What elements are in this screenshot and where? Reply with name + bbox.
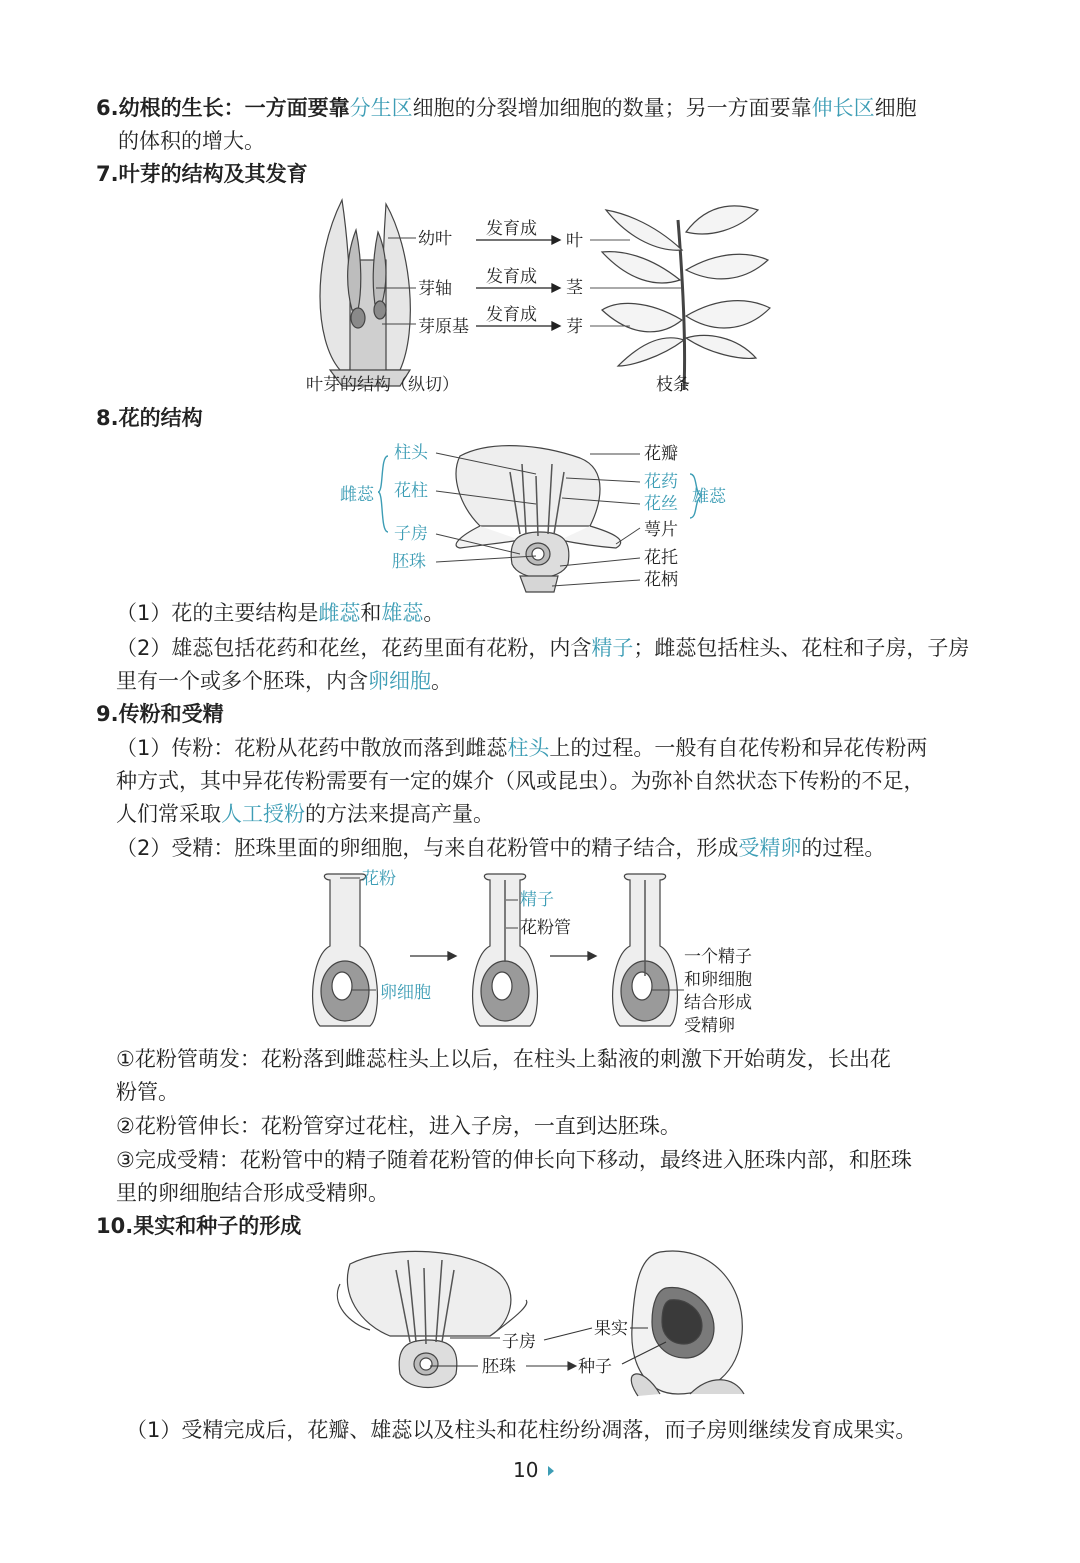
result-bud: 芽 bbox=[566, 317, 583, 337]
s8-p2-hl1: 精子 bbox=[591, 636, 634, 660]
fruit-seed-figure bbox=[330, 1244, 760, 1404]
branch-drawing bbox=[602, 206, 770, 390]
s9-step1-line2: 粉管。 bbox=[116, 1080, 179, 1104]
label-bud-primordium: 芽原基 bbox=[418, 317, 469, 337]
label-pollen: 花粉 bbox=[362, 869, 396, 889]
label-sperm: 精子 bbox=[520, 890, 554, 910]
s8-para1 bbox=[116, 597, 444, 629]
arrow-text-3: 发育成 bbox=[486, 305, 537, 325]
s8-p1-b: 和 bbox=[360, 601, 382, 625]
result-leaf: 叶 bbox=[566, 231, 583, 251]
s9-step3-line1: ③完成受精：花粉管中的精子随着花粉管的伸长向下移动，最终进入胚珠内部，和胚珠 bbox=[116, 1148, 912, 1172]
s6-text-b: 细胞的分裂增加细胞的数量；另一方面要靠 bbox=[412, 96, 812, 120]
label-style: 花柱 bbox=[394, 481, 428, 501]
s7-heading: 7.叶芽的结构及其发育 bbox=[96, 162, 308, 186]
label-egg-cell: 卵细胞 bbox=[380, 983, 431, 1003]
s9-p2-b: 的过程。 bbox=[801, 836, 886, 860]
s10-para1: （1）受精完成后，花瓣、雄蕊以及柱头和花柱纷纷凋落，而子房则继续发育成果实。 bbox=[126, 1418, 917, 1442]
leaf-bud-drawing bbox=[320, 200, 410, 386]
s9-para1-line3 bbox=[116, 798, 494, 830]
pistil-stage-1 bbox=[313, 874, 378, 1026]
s9-para1-line2: 种方式，其中异花传粉需要有一定的媒介（风或昆虫）。为弥补自然状态下传粉的不足， bbox=[116, 769, 925, 793]
s9-heading: 9.传粉和受精 bbox=[96, 702, 224, 726]
s6-highlight-meristem: 分生区 bbox=[349, 96, 413, 120]
label-seed: 种子 bbox=[578, 1357, 612, 1377]
s6-text-c: 细胞 bbox=[874, 96, 917, 120]
s8-p2-hl2: 卵细胞 bbox=[368, 669, 431, 693]
label-result-2: 和卵细胞 bbox=[684, 970, 752, 990]
label-filament: 花丝 bbox=[644, 494, 678, 514]
label-anther: 花药 bbox=[644, 472, 678, 492]
s9-step2: ②花粉管伸长：花粉管穿过花柱，进入子房，一直到达胚珠。 bbox=[116, 1114, 681, 1138]
leaf-bud-figure bbox=[300, 190, 800, 405]
s8-para2-line2 bbox=[116, 665, 452, 697]
pistil-bracket bbox=[378, 456, 388, 532]
result-stem: 茎 bbox=[566, 278, 583, 298]
label-result-4: 受精卵 bbox=[684, 1016, 735, 1036]
s9-step1-line1: ①花粉管萌发：花粉落到雌蕊柱头上以后，在柱头上黏液的刺激下开始萌发，长出花 bbox=[116, 1047, 891, 1071]
s9-p1-l3-b: 的方法来提高产量。 bbox=[305, 802, 494, 826]
s8-heading: 8.花的结构 bbox=[96, 406, 203, 430]
s8-p2-l2-b: 。 bbox=[431, 669, 452, 693]
s6-highlight-elongation: 伸长区 bbox=[811, 96, 875, 120]
caption-branch: 枝条 bbox=[656, 375, 690, 395]
label-receptacle: 花托 bbox=[644, 548, 678, 568]
label-fruit: 果实 bbox=[594, 1319, 628, 1339]
arrow-text-2: 发育成 bbox=[486, 267, 537, 287]
s9-p2-hl: 受精卵 bbox=[738, 836, 802, 860]
s8-p1-hl2: 雄蕊 bbox=[381, 601, 424, 625]
label-pistil: 雌蕊 bbox=[340, 485, 374, 505]
s6-line1 bbox=[96, 92, 917, 124]
arrow-text-1: 发育成 bbox=[486, 219, 537, 239]
label-bud-axis: 芽轴 bbox=[418, 279, 452, 299]
s8-p1-hl1: 雌蕊 bbox=[318, 601, 361, 625]
s8-p2-a: （2）雄蕊包括花药和花丝，花药里面有花粉，内含 bbox=[116, 636, 592, 660]
s9-p1-hl1: 柱头 bbox=[507, 736, 550, 760]
s9-p1-b: 上的过程。一般有自花传粉和异花传粉两 bbox=[549, 736, 928, 760]
label-sepal: 萼片 bbox=[644, 520, 678, 540]
s8-p1-a: （1）花的主要结构是 bbox=[116, 601, 319, 625]
s10-heading: 10.果实和种子的形成 bbox=[96, 1214, 302, 1238]
label-ovary-2: 子房 bbox=[502, 1332, 536, 1352]
label-petal: 花瓣 bbox=[644, 444, 678, 464]
s8-p2-b: ；雌蕊包括柱头、花柱和子房，子房 bbox=[633, 636, 970, 660]
label-result-1: 一个精子 bbox=[684, 947, 752, 967]
s6-line2: 的体积的增大。 bbox=[118, 129, 265, 153]
s8-p1-c: 。 bbox=[423, 601, 445, 625]
label-young-leaf: 幼叶 bbox=[418, 229, 452, 249]
s6-text-a: 6.幼根的生长：一方面要靠 bbox=[96, 96, 350, 120]
pistil-stage-3 bbox=[613, 874, 678, 1026]
label-stamen: 雄蕊 bbox=[692, 487, 726, 507]
label-ovule: 胚珠 bbox=[392, 552, 426, 572]
s9-p1-l3-a: 人们常采取 bbox=[116, 802, 221, 826]
label-stigma: 柱头 bbox=[394, 443, 428, 463]
label-ovary: 子房 bbox=[394, 524, 428, 544]
s9-p1-hl2: 人工授粉 bbox=[221, 802, 305, 826]
s9-step3-line2: 里的卵细胞结合形成受精卵。 bbox=[116, 1181, 389, 1205]
flower-drawing bbox=[456, 446, 621, 592]
label-pedicel: 花柄 bbox=[644, 570, 678, 590]
s8-para2-line1 bbox=[116, 632, 969, 664]
page-number: 10 bbox=[513, 1458, 539, 1482]
s9-p2-a: （2）受精：胚珠里面的卵细胞，与来自花粉管中的精子结合，形成 bbox=[116, 836, 739, 860]
s9-p1-a: （1）传粉：花粉从花药中散放而落到雌蕊 bbox=[116, 736, 508, 760]
label-result-3: 结合形成 bbox=[684, 993, 752, 1013]
s9-para1-line1 bbox=[116, 732, 927, 764]
label-ovule-2: 胚珠 bbox=[482, 1357, 516, 1377]
s9-para2 bbox=[116, 832, 885, 864]
fruit-drawing bbox=[631, 1251, 744, 1396]
label-pollen-tube: 花粉管 bbox=[520, 918, 571, 938]
page-arrow-icon bbox=[548, 1466, 554, 1476]
s8-p2-l2-a: 里有一个或多个胚珠，内含 bbox=[116, 669, 368, 693]
caption-leaf-bud: 叶芽的结构（纵切） bbox=[306, 375, 459, 395]
